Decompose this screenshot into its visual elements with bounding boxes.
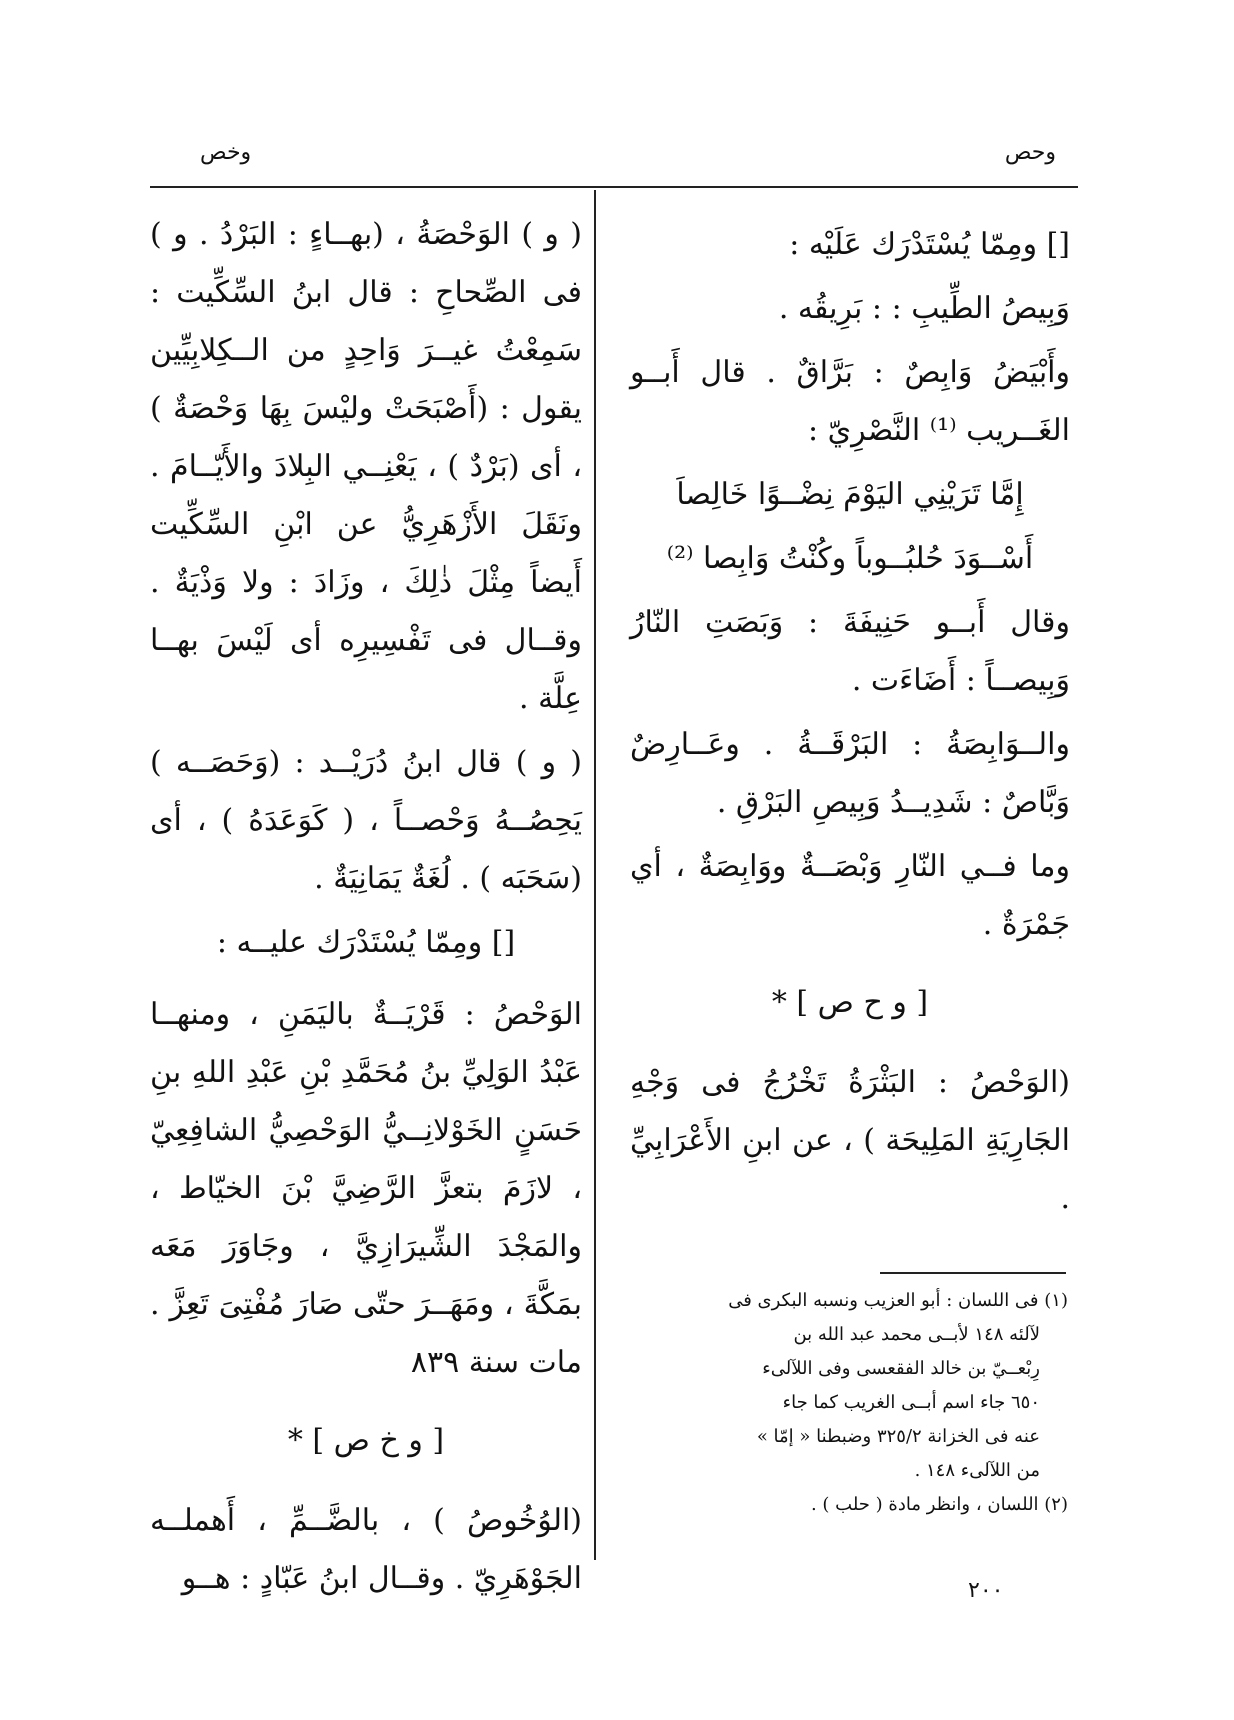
right-paragraph-3: وأَبْيَضُ وَابِصٌ : بَرَّاقٌ . قال أَبــو الغَــريب ⁽¹⁾ النَّصْرِيّ : (630, 355, 1070, 448)
footnote-1-line-4: ٦٥٠ جاء اسم أبــى الغريب كما جاء (782, 1392, 1040, 1413)
poem-verse-1: إِمَّا تَرَيْنِي اليَوْمَ نِضْــوًا خَالِصاَ (676, 477, 1024, 512)
footnotes (632, 1284, 1068, 1522)
left-paragraph-4: الوَحْصُ : قَرْيَــةٌ باليَمَنِ ، ومنهــا عَبْدُ الوَلِيِّ بنُ مُحَمَّدِ بْنِ عَبْدِ اللهِ بنِ حَسَنٍ الخَوْلانِــيُّ الوَحْصِيُّ الشافِعِيّ ، لازَمَ بتعزَّ الرَّضِيَّ بْنَ الخيّاط ، والمَجْدَ الشِّيرَازِيَّ ، وجَاوَرَ مَعَه بمَكَّةَ ، ومَهَــرَ حتّى صَارَ مُفْتِىَ تَعِزَّ . مات سنة ٨٣٩ (150, 997, 582, 1380)
right-paragraph-5: والــوَابِصَةُ : البَرْقَــةُ . وعَــارِضٌ وَبَّاصٌ : شَدِيــدُ وَبِيصِ البَرْقِ . (630, 727, 1070, 820)
left-column (150, 206, 582, 1614)
right-paragraph-6: وما فــي النّارِ وَبْصَــةٌ ووَابِصَةٌ ، أي جَمْرَةٌ . (630, 849, 1070, 942)
left-paragraph-2: ( و ) قال ابنُ دُرَيْــد : (وَحَصَــه ) يَحِصُــهُ وَحْصــاً ، ( كَوَعَدَهُ ) ، أى (سَحَبَه ) . لُغَةٌ يَمَانِيَةٌ . (150, 745, 582, 896)
entry-heading-wakhs: [ و خ ص ] * (287, 1423, 445, 1458)
left-paragraph-1: ( و ) الوَحْصَةُ ، (بهــاءٍ : البَرْدُ . و ) فى الصِّحاحِ : قال ابنُ السِّكِّيت : سَمِعْتُ غيــرَ وَاحِدٍ من الــكِلابِيِّين يقول : (أَصْبَحَتْ وليْسَ بِهَا وَحْصَةٌ ) ، أى (بَرْدٌ ) ، يَعْنِــي البِلادَ والأَيّــامَ . ونَقَلَ الأَزْهَرِيُّ عن ابْنِ السِّكِّيت أَيضاً مِثْلَ ذٰلِكَ ، وزَادَ : ولا وَذْيَةٌ . وقــال فى تَفْسِيرِه أى لَيْسَ بهــا عِلَّة . (150, 217, 582, 716)
page-number: ٢٠٠ (968, 1578, 1004, 1603)
right-paragraph-4: وقال أَبــو حَنِيفَةَ : وَبَصَتِ النّارُ وَبِيصــاً : أَضَاءَت . (630, 605, 1070, 698)
right-column (630, 216, 1070, 1234)
left-paragraph-3: [] ومِمّا يُسْتَدْرَك عليــه : (216, 925, 516, 960)
left-paragraph-5: (الوُخُوصُ ) ، بالضَّــمِّ ، أَهملــه الجَوْهَرِيّ . وقــال ابنُ عَبّادٍ : هــو (150, 1503, 582, 1596)
header-right-word: وحص (1004, 140, 1056, 165)
footnote-1-line-2: لآلئه ١٤٨ لأبــى محمد عبد الله بن (793, 1324, 1040, 1345)
right-paragraph-1: [] ومِمّا يُسْتَدْرَك عَلَيْه : (789, 227, 1070, 262)
footnote-rule (880, 1272, 1066, 1274)
entry-heading-wahs: [ و ح ص ] * (771, 985, 929, 1020)
footnote-1-line-1: (١) فى اللسان : أبو العزيب ونسبه البكرى فى (728, 1290, 1068, 1311)
column-divider (594, 190, 596, 1560)
footnote-2: (٢) اللسان ، وانظر مادة ( حلب ) . (810, 1494, 1068, 1515)
right-paragraph-2: وَبِيصُ الطِّيبِ : : بَرِيقُه . (778, 291, 1070, 326)
footnote-1-line-3: رِبْعــيّ بن خالد الفقعسى وفى اللآلىء (762, 1358, 1040, 1379)
footnote-1-line-6: من اللآلىء ١٤٨ . (914, 1460, 1040, 1481)
poem-verse-2: أَسْــوَدَ حُلبُــوباً وكُنْتُ وَابِصا ⁽²⁾ (666, 541, 1034, 576)
header-left-word: وخص (200, 140, 252, 165)
right-paragraph-7: (الوَحْصُ : البَثْرَةُ تَخْرُجُ فى وَجْهِ الجَارِيَةِ المَلِيحَة ) ، عن ابنِ الأَعْرَابِيِّ . (630, 1065, 1070, 1216)
header-rule (150, 186, 1078, 188)
footnote-1-line-5: عنه فى الخزانة ٣٢٥/٢ وضبطنا « إمّا » (756, 1426, 1040, 1447)
